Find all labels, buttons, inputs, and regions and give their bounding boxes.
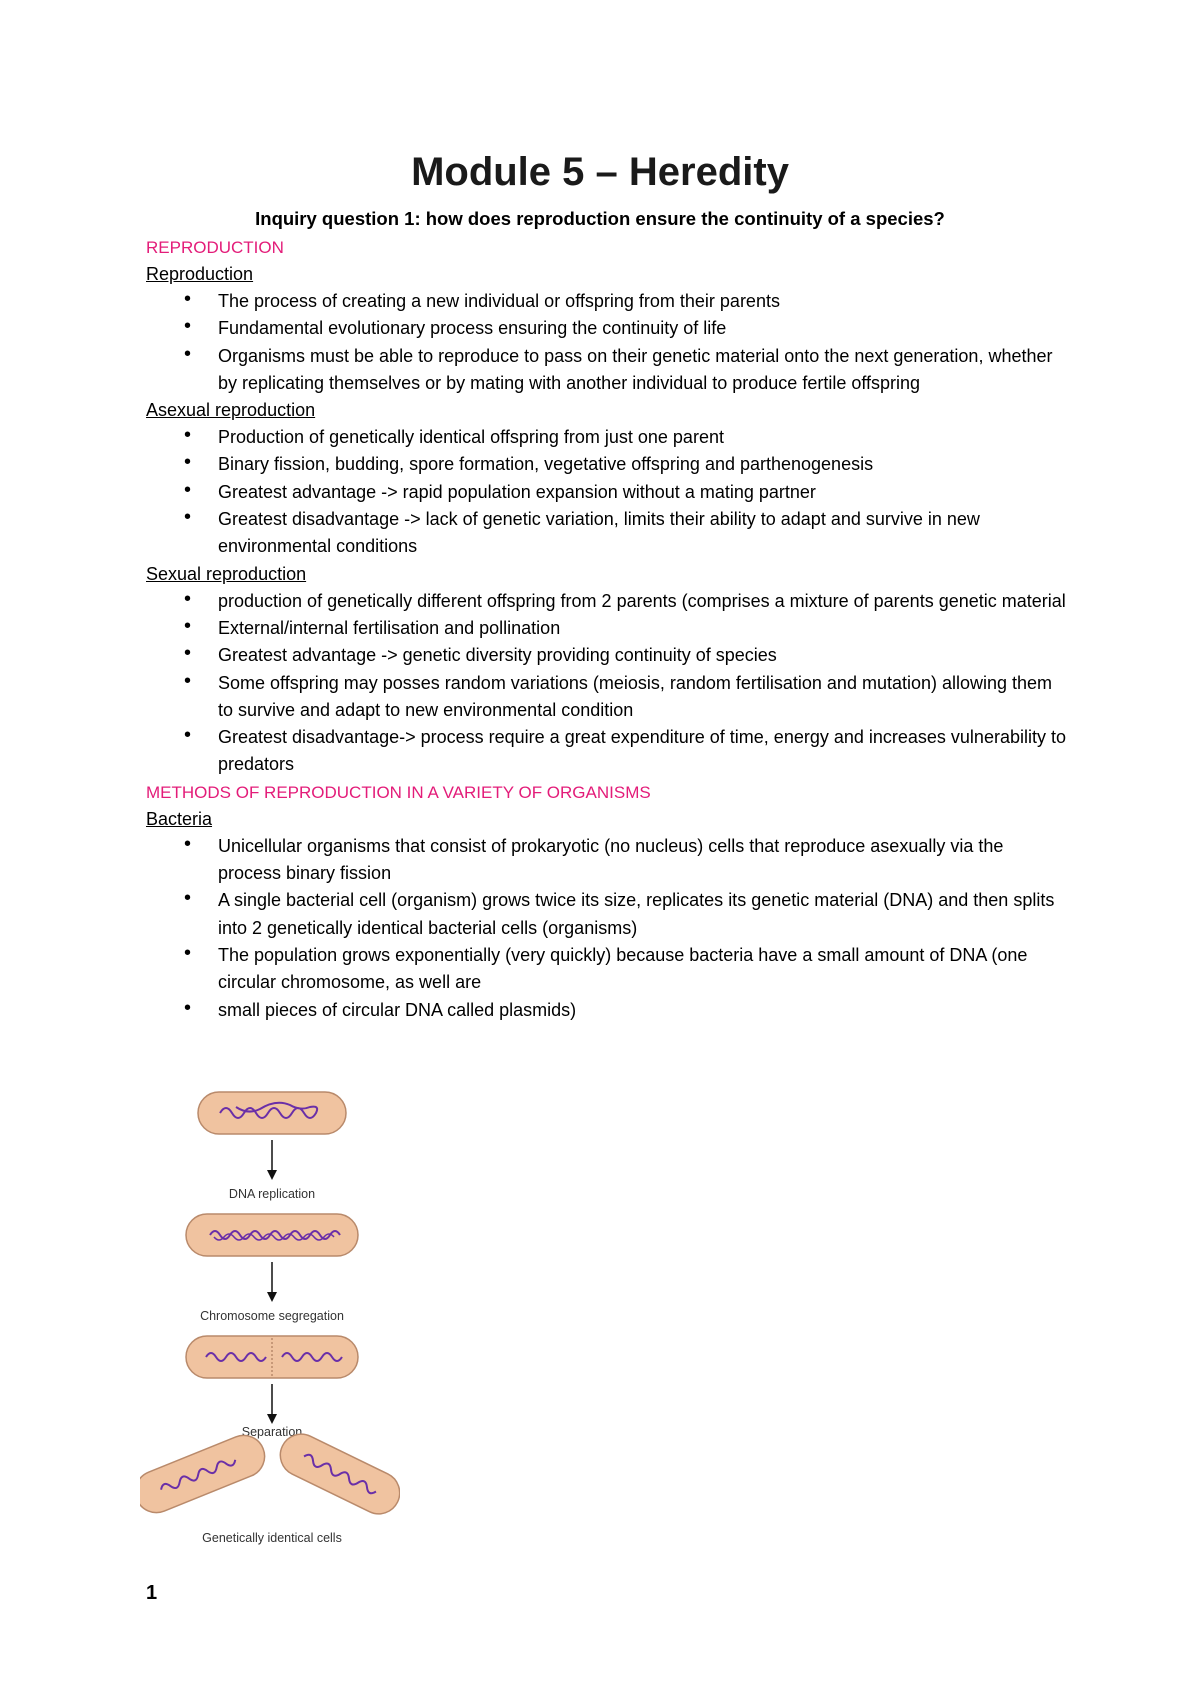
daughter-cell	[273, 1427, 400, 1521]
label-genetically-identical-cells: Genetically identical cells	[202, 1531, 342, 1545]
list-item: • small pieces of circular DNA called plasmids)	[218, 997, 1066, 1024]
subheading-reproduction: Reproduction	[146, 264, 254, 284]
list-item: • The process of creating a new individual or offspring from their parents	[218, 288, 1066, 315]
section-heading-reproduction: REPRODUCTION	[146, 238, 284, 257]
list-item: • Unicellular organisms that consist of prokaryotic (no nucleus) cells that reproduce asexually via the process binary fission	[218, 833, 1066, 888]
label-separation: Separation	[241, 1425, 303, 1439]
list-item: • Fundamental evolutionary process ensuring the continuity of life	[218, 315, 1066, 342]
sexual-list	[146, 588, 1066, 779]
document-body	[146, 234, 1066, 1024]
list-item: • production of genetically different offspring from 2 parents (comprises a mixture of parents genetic material	[218, 588, 1066, 615]
list-item: • Greatest advantage -> genetic diversity providing continuity of species	[218, 642, 1066, 669]
page-title: Module 5 – Heredity	[411, 150, 789, 194]
reproduction-list	[146, 288, 1066, 397]
asexual-list	[146, 424, 1066, 560]
list-item: • Greatest disadvantage-> process require a great expenditure of time, energy and increases vulnerability to predators	[218, 724, 1066, 779]
section-heading-methods: METHODS OF REPRODUCTION IN A VARIETY OF ORGANISMS	[146, 782, 651, 802]
binary-fission-diagram	[140, 1082, 400, 1552]
page-number: 1	[146, 1582, 158, 1604]
subheading-asexual-reproduction: Asexual reproduction	[146, 400, 316, 421]
label-dna-replication: DNA replication	[228, 1187, 316, 1201]
list-item: • Some offspring may posses random variations (meiosis, random fertilisation and mutation) allowing them to survive and adapt to new environmental condition	[218, 670, 1066, 725]
inquiry-question: Inquiry question 1: how does reproduction ensure the continuity of a species?	[255, 208, 945, 229]
list-item: • Organisms must be able to reproduce to pass on their genetic material onto the next generation, whether by replicating themselves or by mating with another individual to produce fertile offspring	[218, 343, 1066, 398]
subheading-bacteria: Bacteria	[146, 808, 213, 829]
label-chromosome-segregation: Chromosome segregation	[200, 1309, 344, 1323]
list-item: • The population grows exponentially (very quickly) because bacteria have a small amount of DNA (one circular chromosome, as well are	[218, 942, 1066, 997]
daughter-cell	[140, 1429, 271, 1519]
list-item: • Production of genetically identical offspring from just one parent	[218, 424, 1066, 451]
list-item: • Binary fission, budding, spore formation, vegetative offspring and parthenogenesis	[218, 451, 1066, 478]
arrow-head	[267, 1170, 277, 1180]
list-item: • A single bacterial cell (organism) grows twice its size, replicates its genetic material (DNA) and then splits into 2 genetically identical bacterial cells (organisms)	[218, 887, 1066, 942]
arrow-head	[267, 1292, 277, 1302]
bacteria-list	[146, 833, 1066, 1024]
subheading-sexual-reproduction: Sexual reproduction	[146, 563, 307, 584]
list-item: • Greatest disadvantage -> lack of genetic variation, limits their ability to adapt and survive in new environmental conditions	[218, 506, 1066, 561]
list-item: • Greatest advantage -> rapid population expansion without a mating partner	[218, 479, 1066, 506]
arrow-head	[267, 1414, 277, 1424]
list-item: • External/internal fertilisation and pollination	[218, 615, 1066, 642]
